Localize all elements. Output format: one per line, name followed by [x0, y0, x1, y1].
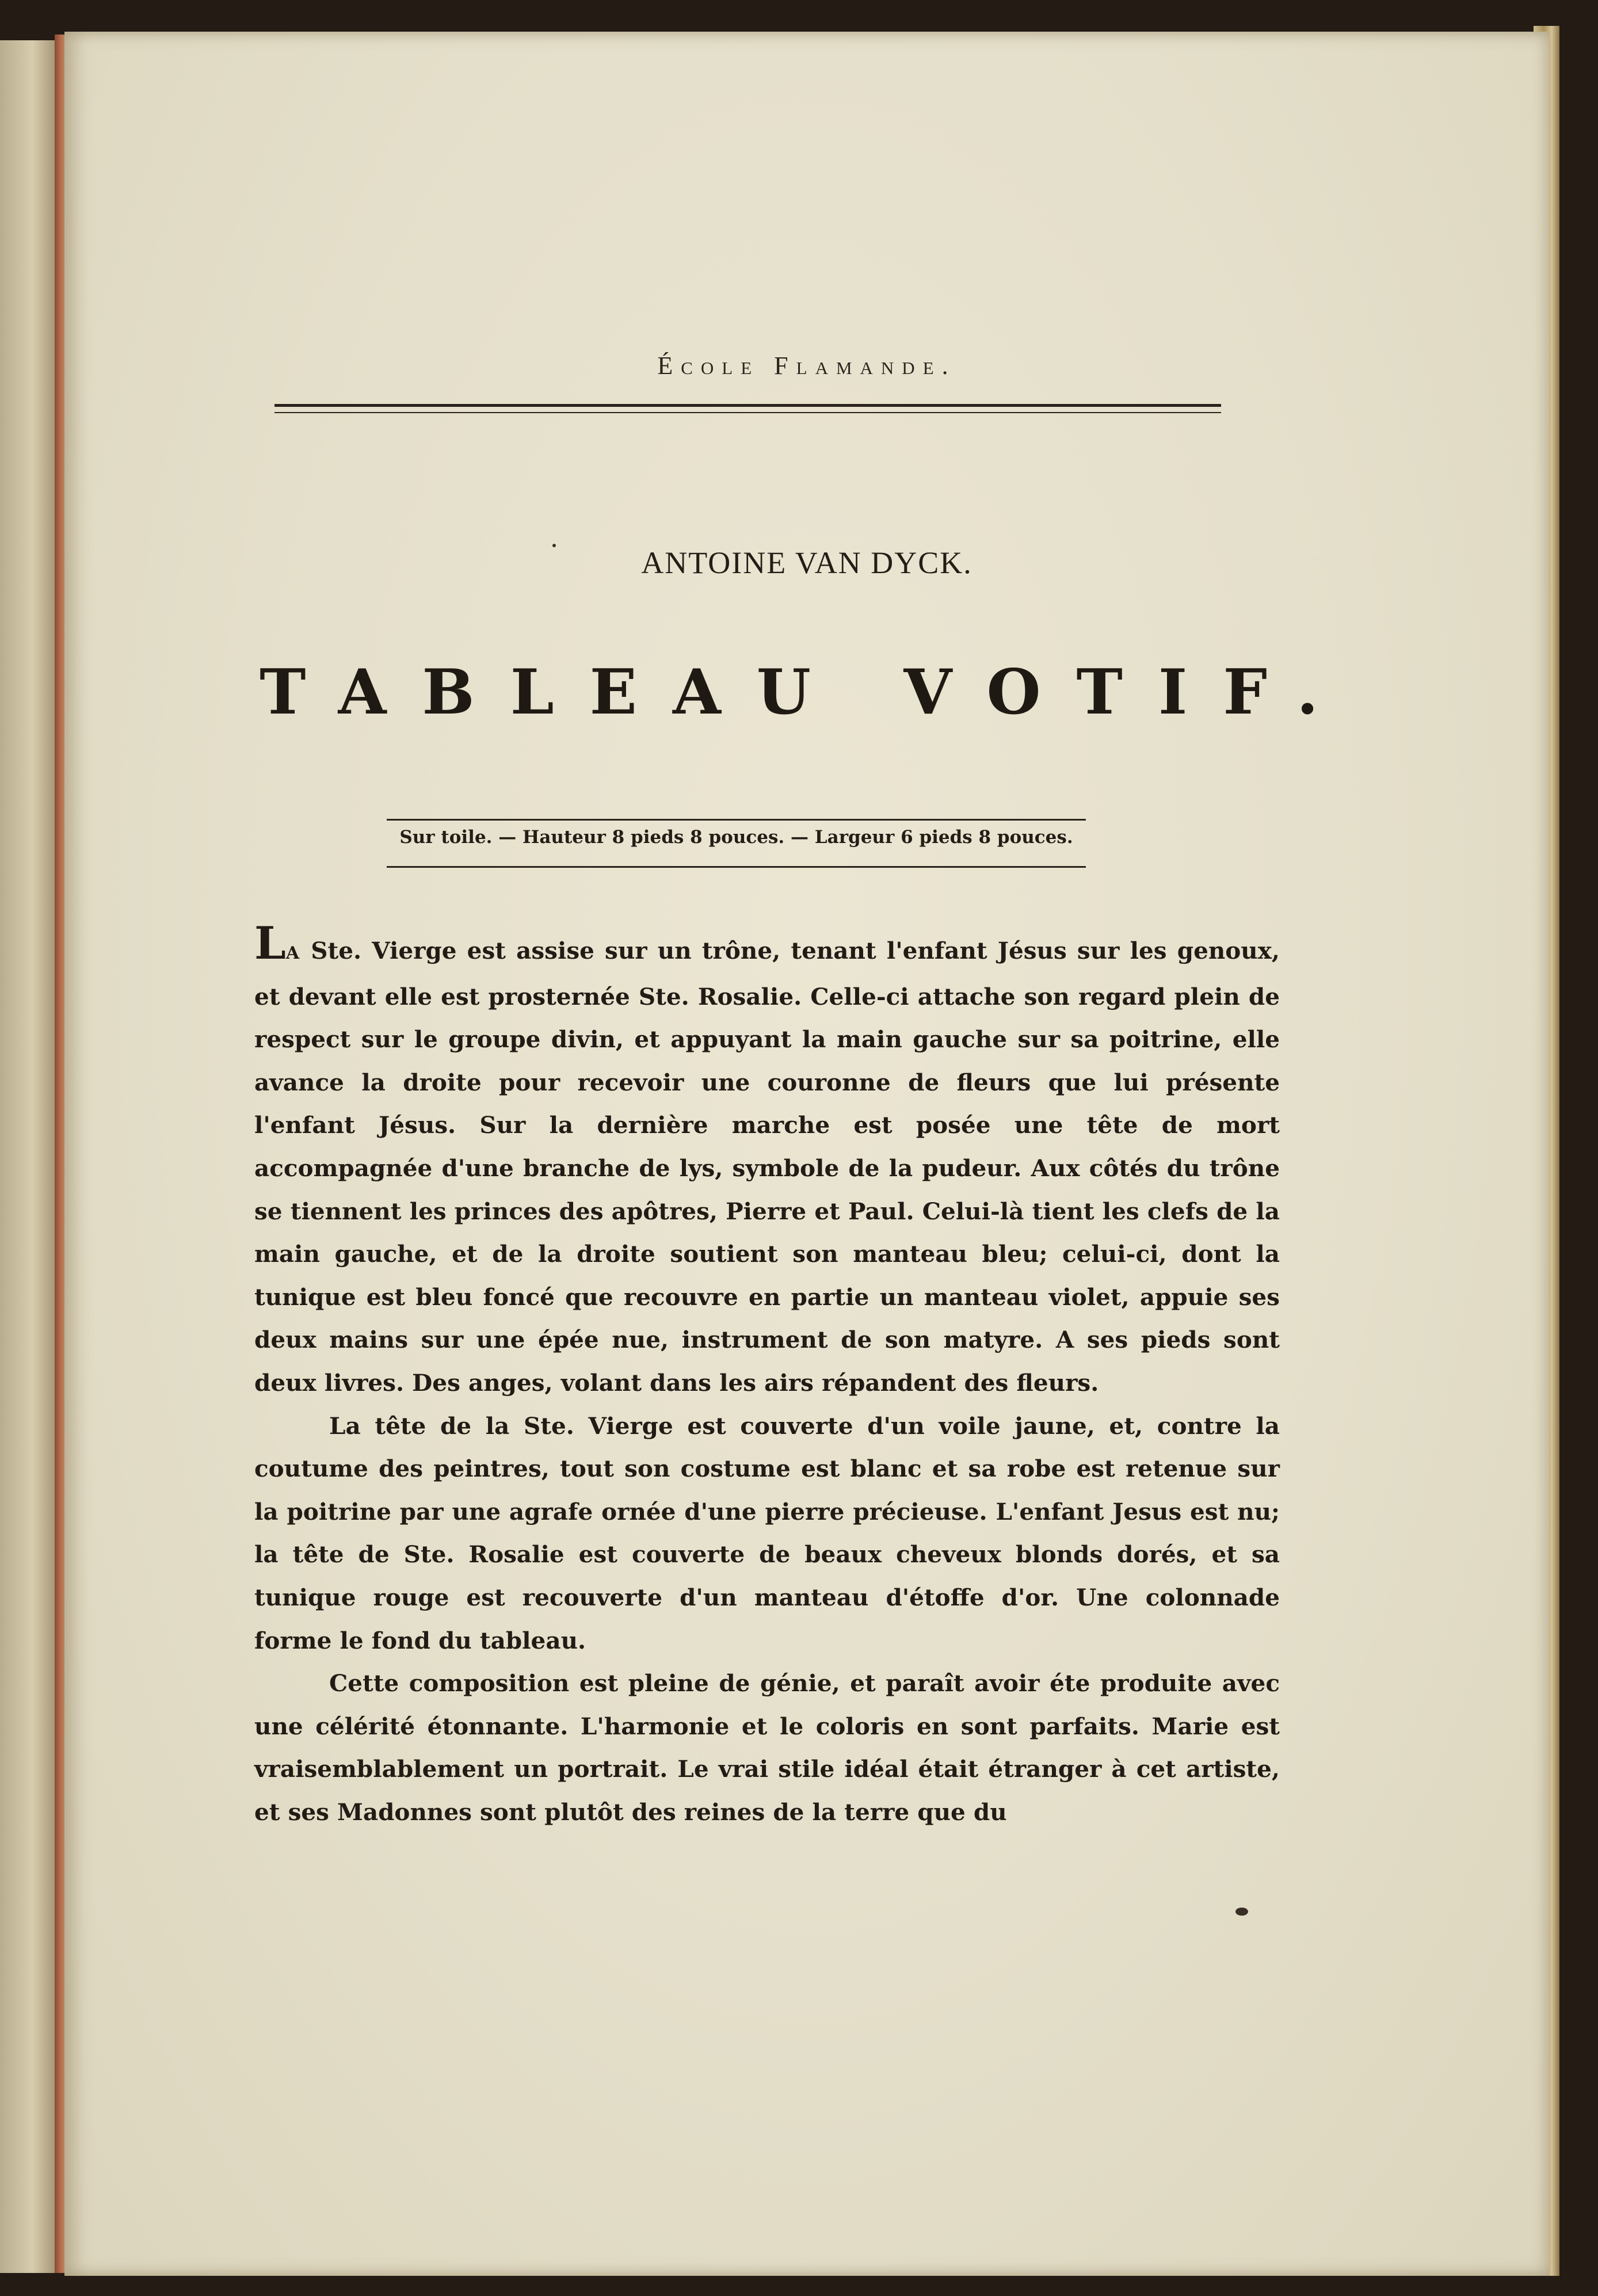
- paragraph-3: Cette composition est pleine de génie, et paraît avoir éte produite avec une célérité étonnante. L'harmonie et le coloris en sont parfaits. Marie est vraisemblablement un portrait. Le vrai stile idéal était étranger à cet artiste, et ses Madonnes sont plutôt des reines de la terre que du: [254, 1669, 1280, 1826]
- header-double-rule: [274, 404, 1221, 413]
- paragraph-1-text: Ste. Vierge est assise sur un trône, tenant l'enfant Jésus sur les genoux, et devant elle est prosternée Ste. Rosalie. Celle-ci attache son regard plein de respect sur le groupe divin, et appuyant la main gauche sur sa poitrine, elle avance la droite pour recevoir une couronne de fleurs que lui présente l'enfant Jésus. Sur la dernière marche est posée une tête de mort accompagnée d'une branche de lys, symbole de la pudeur. Aux côtés du trône se tiennent les princes des apôtres, Pierre et Paul. Celui-là tient les clefs de la main gauche, et de la droite soutient son manteau bleu; celui-ci, dont la tunique est bleu foncé que recouvre en partie un manteau violet, appuie ses deux mains sur une épée nue, instrument de son matyre. A ses pieds sont deux livres. Des anges, volant dans les airs répandent des fleurs.: [254, 937, 1280, 1397]
- paragraph-1: [254, 917, 1280, 1405]
- school-header: École Flamande.: [657, 352, 956, 380]
- page: [64, 32, 1549, 2276]
- drop-cap: L: [254, 917, 286, 970]
- painting-title: TABLEAU VOTIF.: [260, 656, 1354, 729]
- ink-speck: [1235, 1908, 1248, 1916]
- drop-cap-tail: A: [285, 943, 301, 963]
- dimensions-rule-top: [387, 819, 1086, 821]
- ink-speck: [552, 544, 556, 547]
- artist-name: ANTOINE VAN DYCK.: [641, 546, 972, 580]
- body-text: [254, 917, 1280, 1833]
- painting-dimensions: Sur toile. — Hauteur 8 pieds 8 pouces. — Largeur 6 pieds 8 pouces.: [399, 827, 1073, 848]
- previous-page-edge: [0, 40, 55, 2273]
- dimensions-rule-bottom: [387, 866, 1086, 868]
- paragraph-2: La tête de la Ste. Vierge est couverte d'un voile jaune, et, contre la coutume des peintres, tout son costume est blanc et sa robe est retenue sur la poitrine par une agrafe ornée d'une pierre précieuse. L'enfant Jesus est nu; la tête de Ste. Rosalie est couverte de beaux cheveux blonds dorés, et sa tunique rouge est recouverte d'un manteau d'étoffe d'or. Une colonnade forme le fond du tableau.: [254, 1412, 1280, 1654]
